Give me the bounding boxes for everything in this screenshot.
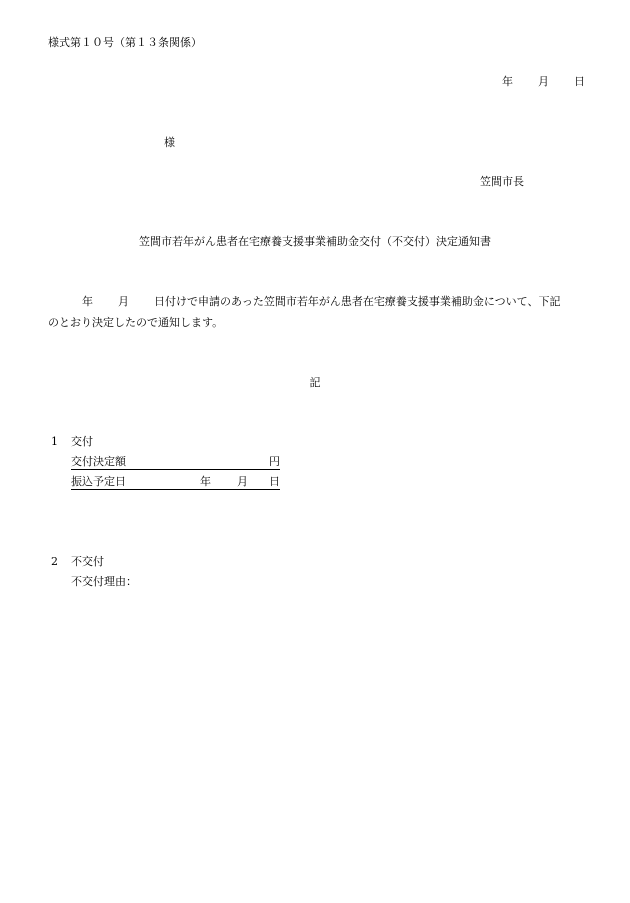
transfer-month: 月 xyxy=(237,475,248,488)
transfer-day: 日 xyxy=(269,475,280,488)
transfer-label: 振込予定日 xyxy=(71,475,126,488)
body-year: 年 xyxy=(82,295,93,308)
section-2-title: 不交付 xyxy=(71,555,104,568)
body-month: 月 xyxy=(118,295,129,308)
date-year: 年 xyxy=(502,75,513,88)
section-1-title: 交付 xyxy=(71,435,93,448)
date-line xyxy=(502,76,585,87)
body-text-1: 日付けで申請のあった笠間市若年がん患者在宅療養支援事業補助金について、下記 xyxy=(154,295,561,308)
section-2-number: 2 xyxy=(51,555,58,568)
section-2-heading xyxy=(51,556,104,567)
addressee-suffix: 様 xyxy=(164,136,175,149)
transfer-year: 年 xyxy=(200,475,211,488)
document-title: 笠間市若年がん患者在宅療養支援事業補助金交付（不交付）決定通知書 xyxy=(139,235,491,248)
body-paragraph-line-2: のとおり決定したので通知します。 xyxy=(48,316,224,329)
amount-row xyxy=(71,456,280,470)
date-month: 月 xyxy=(538,75,549,88)
amount-unit: 円 xyxy=(269,455,280,468)
form-number: 様式第１０号（第１３条関係） xyxy=(48,36,202,49)
transfer-date-row xyxy=(71,476,280,490)
section-1-heading xyxy=(51,436,93,447)
body-paragraph-line-1 xyxy=(48,296,560,307)
section-1-number: 1 xyxy=(51,435,58,448)
issuer-name: 笠間市長 xyxy=(480,175,524,188)
non-grant-reason-label: 不交付理由： xyxy=(71,575,137,588)
amount-label: 交付決定額 xyxy=(71,455,126,468)
date-day: 日 xyxy=(574,75,585,88)
ki-heading: 記 xyxy=(309,376,321,389)
